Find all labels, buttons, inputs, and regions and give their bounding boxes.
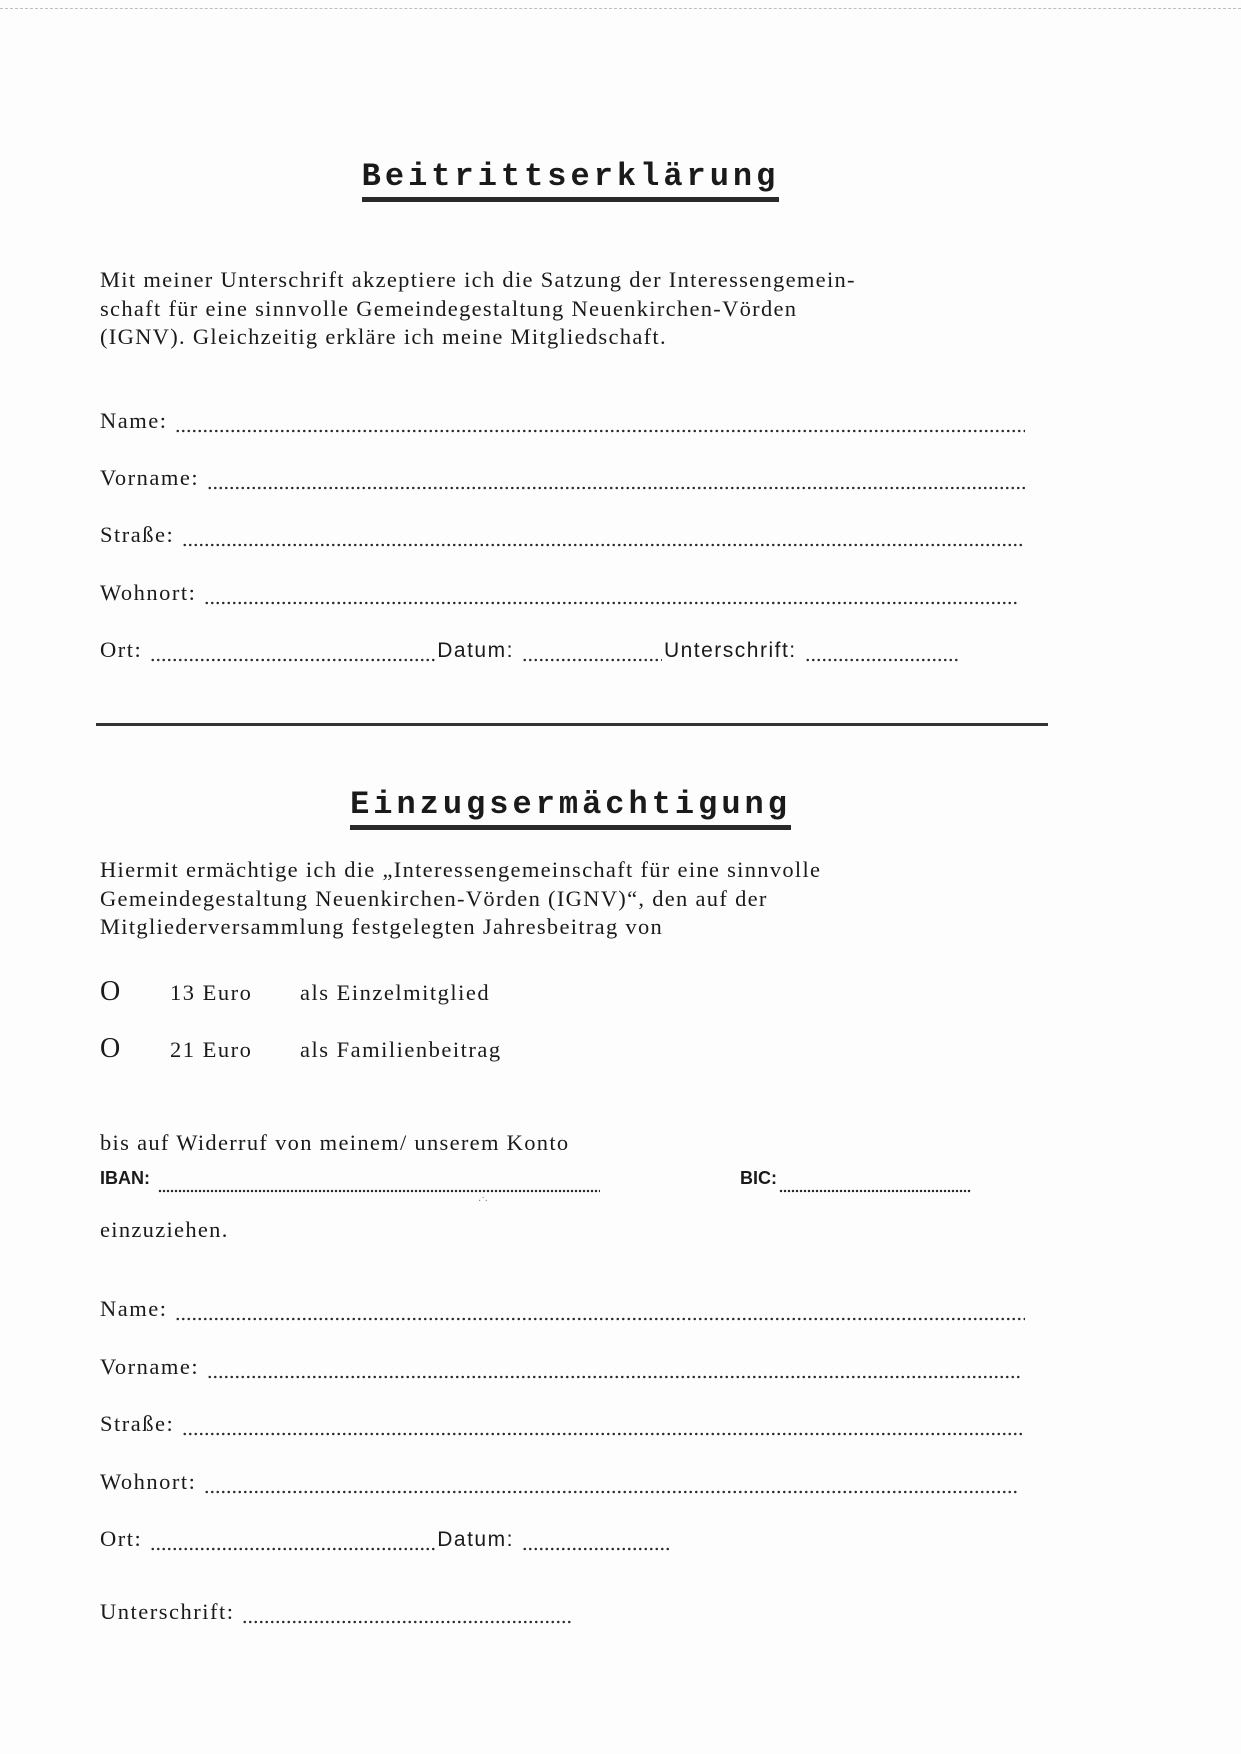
iban-label: IBAN: — [100, 1168, 150, 1188]
debit-title-text: Einzugsermächtigung — [350, 786, 791, 830]
debit-datum-line[interactable] — [522, 1547, 672, 1551]
membership-name-label: Name: — [100, 408, 168, 433]
membership-title — [0, 158, 1141, 195]
membership-ort-datum-signature-row — [100, 637, 960, 669]
membership-ort-line[interactable] — [150, 658, 435, 662]
debit-unterschrift-field[interactable] — [100, 1599, 572, 1631]
debit-strasse-field[interactable] — [100, 1411, 1022, 1443]
iban-field[interactable] — [100, 1168, 600, 1200]
membership-name-line[interactable] — [175, 429, 1025, 433]
membership-title-text: Beitrittserklärung — [362, 158, 780, 202]
debit-datum-label: Datum: — [437, 1528, 514, 1551]
membership-ort-label: Ort: — [100, 637, 143, 662]
bic-line[interactable] — [779, 1189, 971, 1193]
bic-label: BIC: — [740, 1168, 777, 1188]
debit-wohnort-line[interactable] — [204, 1490, 1019, 1494]
option-familienbeitrag[interactable] — [100, 1033, 502, 1065]
membership-text-line-1: Mit meiner Unterschrift akzeptiere ich die Satzung der Interessengemein- — [100, 267, 856, 292]
scan-edge — [0, 8, 1241, 9]
membership-unterschrift-line[interactable] — [805, 658, 960, 662]
membership-wohnort-field[interactable] — [100, 580, 1019, 612]
option-familienbeitrag-label: als Familienbeitrag — [300, 1037, 502, 1062]
scan-speck: ·˙· — [478, 1196, 488, 1207]
debit-vorname-field[interactable] — [100, 1354, 1022, 1386]
debit-unterschrift-label: Unterschrift: — [100, 1599, 235, 1624]
membership-strasse-label: Straße: — [100, 522, 175, 547]
option-einzelmitglied-marker[interactable]: O — [100, 976, 122, 1007]
membership-datum-line[interactable] — [522, 658, 662, 662]
account-text: bis auf Widerruf von meinem/ unserem Konto — [100, 1130, 570, 1155]
membership-text — [100, 266, 1040, 352]
debit-vorname-line[interactable] — [207, 1375, 1022, 1379]
debit-title — [0, 786, 1141, 823]
debit-strasse-line[interactable] — [182, 1432, 1022, 1436]
option-familienbeitrag-marker[interactable]: O — [100, 1033, 122, 1064]
membership-wohnort-line[interactable] — [204, 601, 1019, 605]
membership-datum-label: Datum: — [437, 639, 514, 662]
debit-text-line-2: Gemeindegestaltung Neuenkirchen-Vörden (IGNV)“, den auf der — [100, 885, 768, 911]
debit-vorname-label: Vorname: — [100, 1354, 200, 1379]
membership-vorname-field[interactable] — [100, 465, 1027, 497]
bic-field[interactable] — [740, 1168, 971, 1200]
debit-wohnort-label: Wohnort: — [100, 1469, 197, 1494]
membership-vorname-label: Vorname: — [100, 465, 200, 490]
membership-strasse-field[interactable] — [100, 522, 1022, 554]
section-divider — [96, 723, 1048, 726]
debit-text-line-3: Mitgliederversammlung festgelegten Jahresbeitrag von — [100, 914, 664, 939]
collect-text: einzuziehen. — [100, 1217, 229, 1242]
option-einzelmitglied-amount: 13 Euro — [170, 980, 253, 1005]
debit-text — [100, 856, 1040, 942]
membership-text-line-3: (IGNV). Gleichzeitig erkläre ich meine Mitgliedschaft. — [100, 324, 667, 349]
membership-strasse-line[interactable] — [182, 543, 1022, 547]
debit-text-line-1: Hiermit ermächtige ich die „Interessengemeinschaft für eine sinnvolle — [100, 857, 822, 882]
debit-strasse-label: Straße: — [100, 1411, 175, 1436]
option-familienbeitrag-amount: 21 Euro — [170, 1037, 253, 1062]
debit-name-field[interactable] — [100, 1296, 1025, 1328]
membership-wohnort-label: Wohnort: — [100, 580, 197, 605]
option-einzelmitglied-label: als Einzelmitglied — [300, 980, 491, 1005]
iban-line[interactable] — [158, 1189, 600, 1193]
debit-ort-label: Ort: — [100, 1526, 143, 1551]
debit-wohnort-field[interactable] — [100, 1469, 1019, 1501]
option-einzelmitglied[interactable] — [100, 976, 490, 1008]
debit-ort-line[interactable] — [150, 1547, 435, 1551]
debit-unterschrift-line[interactable] — [242, 1620, 572, 1624]
debit-name-line[interactable] — [175, 1317, 1025, 1321]
membership-text-line-2: schaft für eine sinnvolle Gemeindegestaltung Neuenkirchen-Vörden — [100, 295, 798, 321]
debit-name-label: Name: — [100, 1296, 168, 1321]
membership-name-field[interactable] — [100, 408, 1025, 440]
membership-vorname-line[interactable] — [207, 486, 1027, 490]
membership-unterschrift-label: Unterschrift: — [663, 639, 797, 662]
debit-ort-datum-row — [100, 1526, 672, 1558]
